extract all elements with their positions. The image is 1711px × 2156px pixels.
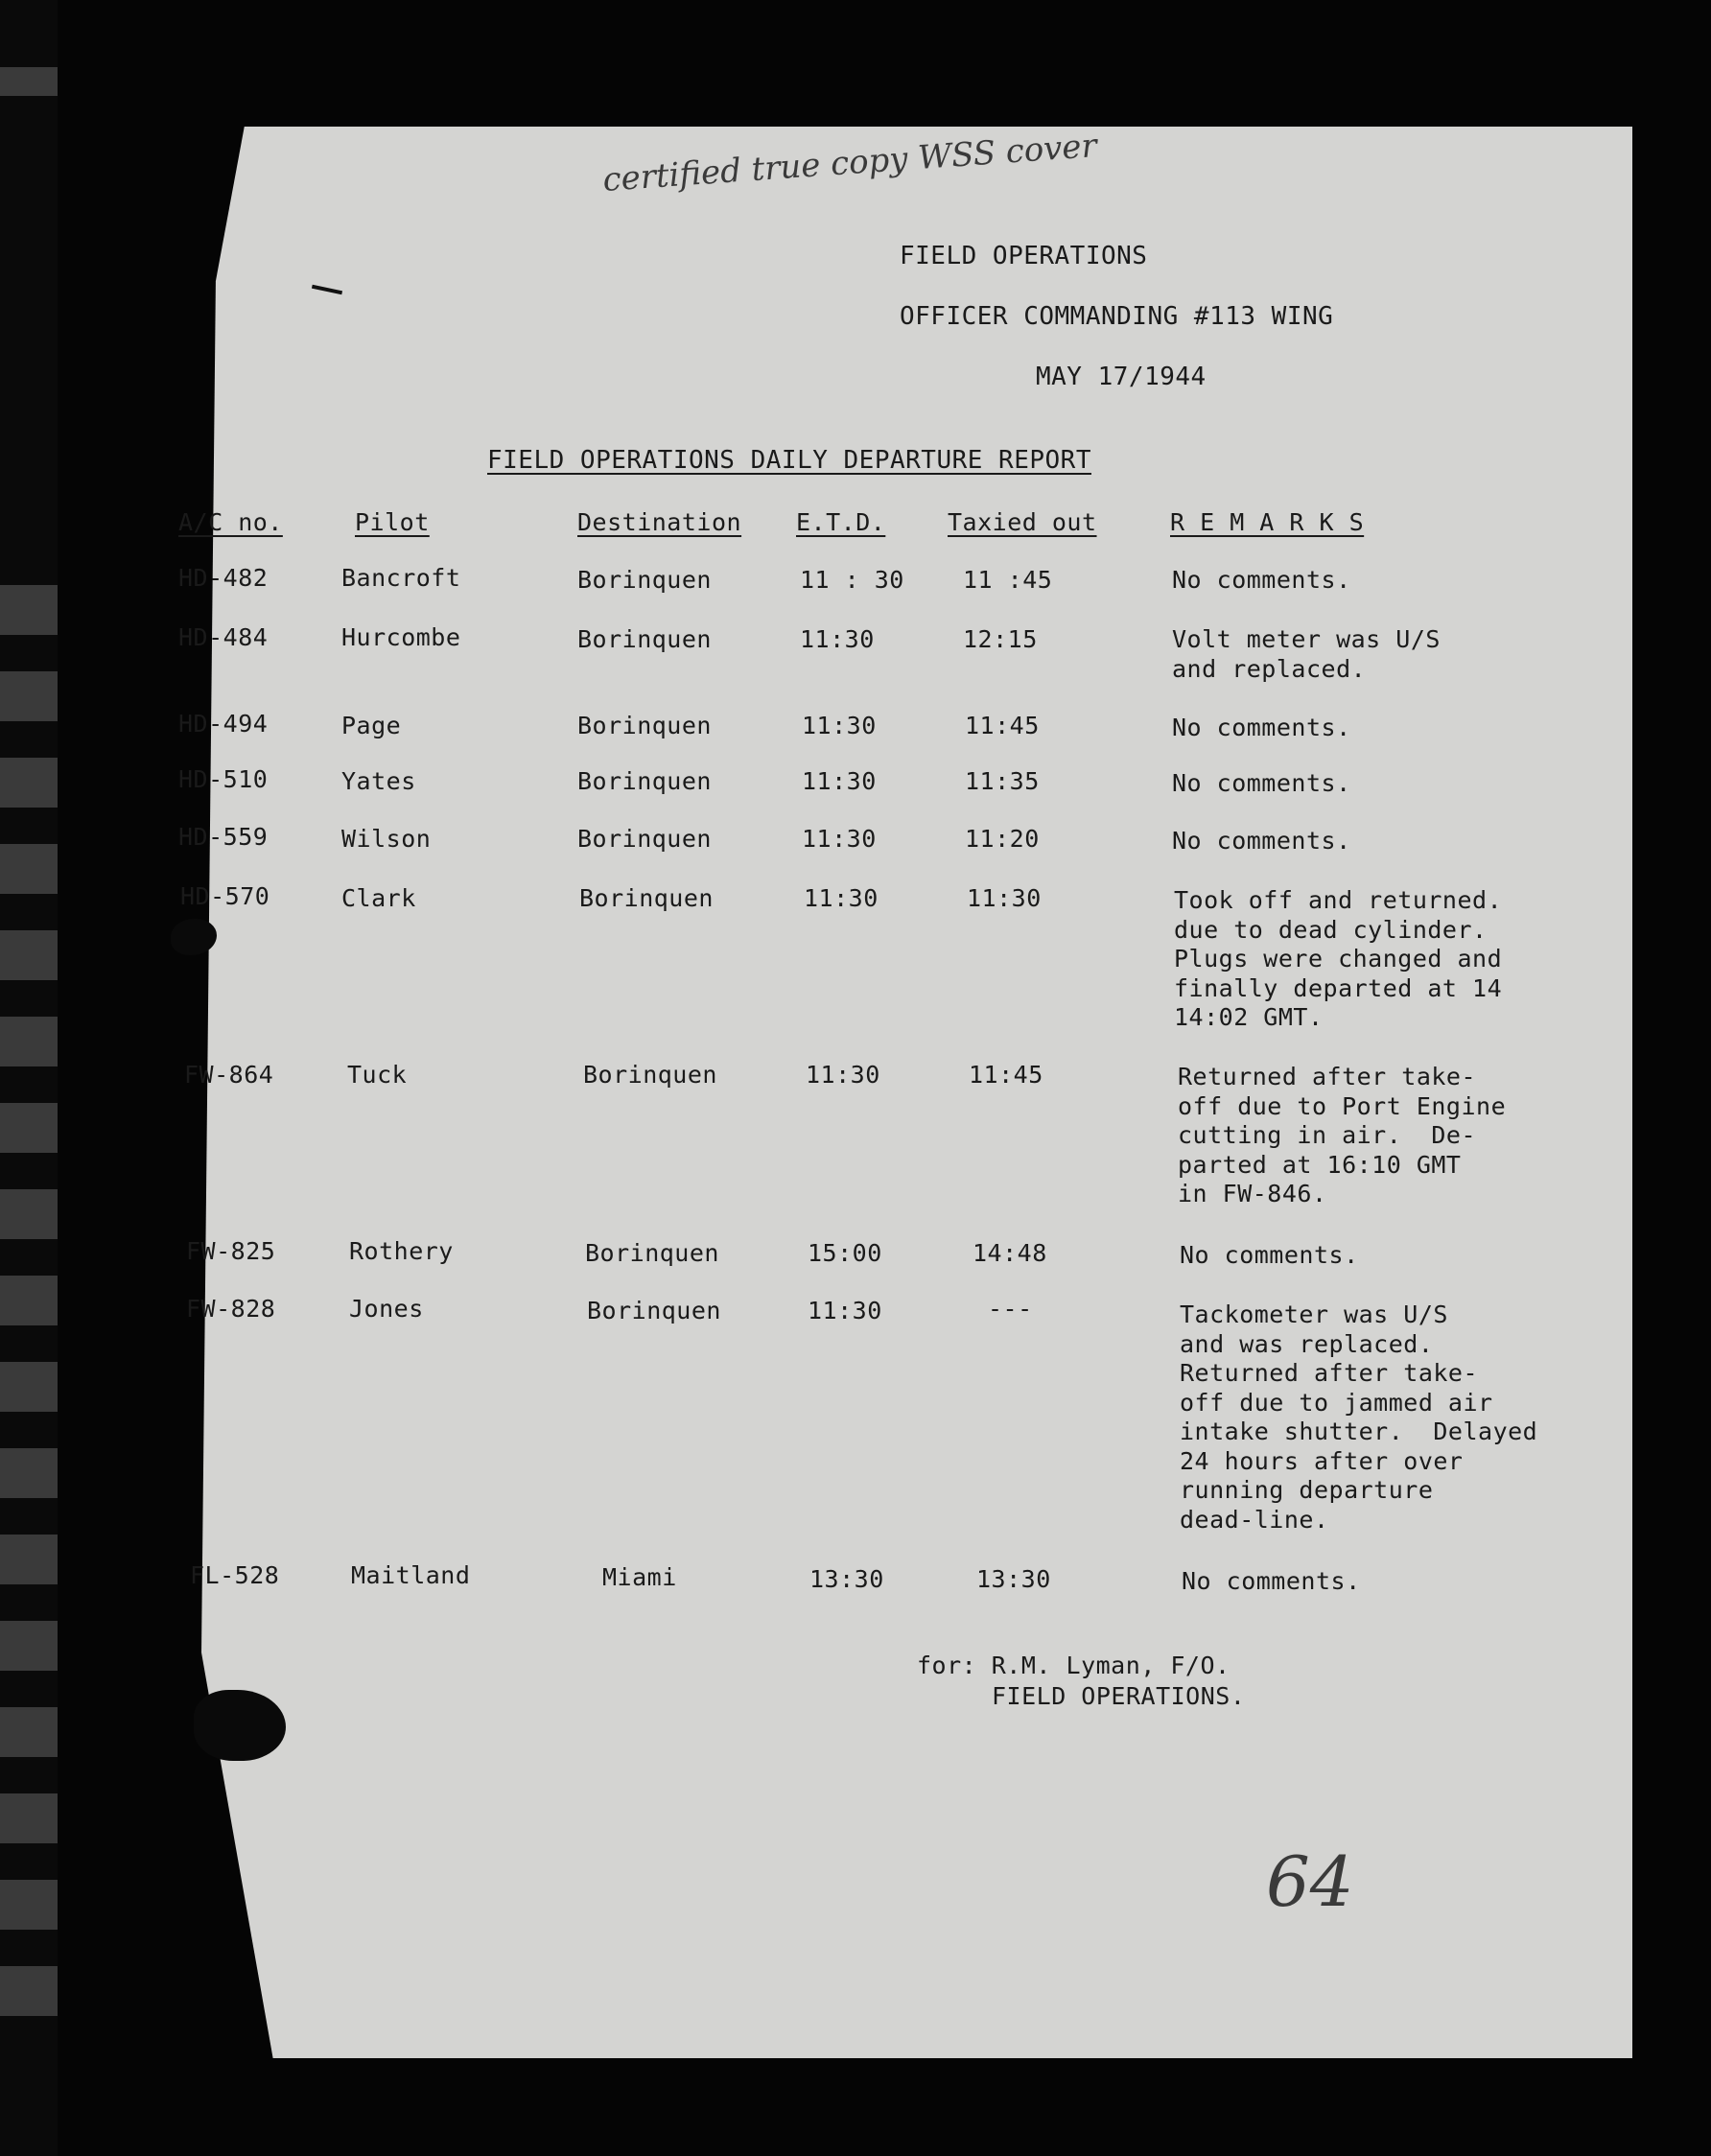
header-line2: OFFICER COMMANDING #113 WING bbox=[900, 302, 1334, 331]
row-destination: Miami bbox=[602, 1563, 677, 1591]
row-remarks: No comments. bbox=[1172, 827, 1351, 855]
row-pilot: Rothery bbox=[349, 1237, 454, 1265]
film-perforation bbox=[0, 1017, 58, 1066]
row-pilot: Yates bbox=[341, 767, 416, 795]
row-remarks: Took off and returned. due to dead cylinder. Plugs were changed and finally departed at 14 14:02 GMT. bbox=[1174, 886, 1503, 1031]
row-remarks: No comments. bbox=[1172, 769, 1351, 797]
row-taxied: 13:30 bbox=[976, 1565, 1051, 1593]
row-taxied: 14:48 bbox=[973, 1239, 1047, 1267]
row-destination: Borinquen bbox=[587, 1297, 721, 1324]
signature-line1: for: R.M. Lyman, F/O. bbox=[917, 1652, 1231, 1679]
row-ac: FW-828 bbox=[186, 1295, 276, 1323]
film-perforation bbox=[0, 671, 58, 721]
row-ac: HD-482 bbox=[178, 564, 269, 592]
row-pilot: Jones bbox=[349, 1295, 424, 1323]
row-taxied: 11:45 bbox=[969, 1061, 1043, 1089]
row-destination: Borinquen bbox=[579, 884, 714, 912]
row-ac: FW-864 bbox=[184, 1061, 274, 1089]
film-perforation bbox=[0, 1362, 58, 1412]
film-perforation bbox=[0, 758, 58, 808]
row-etd: 13:30 bbox=[809, 1565, 884, 1593]
film-perforation bbox=[0, 1189, 58, 1239]
row-taxied: 11:35 bbox=[965, 767, 1040, 795]
film-perforation bbox=[0, 1448, 58, 1498]
film-perforation bbox=[0, 1793, 58, 1843]
row-etd: 11:30 bbox=[800, 625, 875, 653]
film-perforation bbox=[0, 1276, 58, 1325]
row-ac: HD-570 bbox=[180, 882, 270, 910]
row-etd: 11:30 bbox=[808, 1297, 882, 1324]
row-pilot: Maitland bbox=[351, 1561, 471, 1589]
film-perforation bbox=[0, 1621, 58, 1671]
col-header-etd: E.T.D. bbox=[796, 508, 886, 536]
row-destination: Borinquen bbox=[585, 1239, 719, 1267]
row-remarks: No comments. bbox=[1172, 566, 1351, 594]
row-remarks: Volt meter was U/S and replaced. bbox=[1172, 625, 1441, 683]
film-perforation bbox=[0, 1535, 58, 1584]
film-strip bbox=[0, 0, 58, 2156]
header-line1: FIELD OPERATIONS bbox=[900, 242, 1148, 270]
row-etd: 11:30 bbox=[802, 767, 877, 795]
row-remarks: Returned after take- off due to Port Engine cutting in air. De- parted at 16:10 GMT in FW-846. bbox=[1178, 1063, 1507, 1207]
row-pilot: Wilson bbox=[341, 825, 432, 853]
row-taxied: 11:45 bbox=[965, 712, 1040, 739]
row-etd: 11:30 bbox=[802, 712, 877, 739]
row-pilot: Hurcombe bbox=[341, 623, 461, 651]
row-ac: HD-484 bbox=[178, 623, 269, 651]
row-etd: 11:30 bbox=[804, 884, 879, 912]
film-perforation bbox=[0, 930, 58, 980]
report-date: MAY 17/1944 bbox=[1036, 363, 1207, 391]
page-number: 64 bbox=[1266, 1841, 1354, 1922]
film-perforation bbox=[0, 1966, 58, 2016]
col-header-pilot: Pilot bbox=[355, 508, 430, 536]
row-etd: 11:30 bbox=[806, 1061, 880, 1089]
row-destination: Borinquen bbox=[583, 1061, 717, 1089]
row-taxied: --- bbox=[988, 1295, 1033, 1323]
row-pilot: Page bbox=[341, 712, 402, 739]
row-remarks: Tackometer was U/S and was replaced. Returned after take- off due to jammed air intake shutter. Delayed 24 hours after over running departure dead-line. bbox=[1180, 1301, 1538, 1534]
row-ac: HD-494 bbox=[178, 710, 269, 738]
row-destination: Borinquen bbox=[577, 767, 712, 795]
col-header-ac: A/C no. bbox=[178, 508, 283, 536]
row-ac: HD-559 bbox=[178, 823, 269, 851]
row-destination: Borinquen bbox=[577, 566, 712, 594]
signature-line2: FIELD OPERATIONS. bbox=[992, 1682, 1246, 1710]
ink-blot bbox=[194, 1690, 286, 1761]
col-header-remarks: R E M A R K S bbox=[1170, 508, 1365, 536]
col-header-destination: Destination bbox=[577, 508, 742, 536]
col-header-taxied: Taxied out bbox=[948, 508, 1097, 536]
row-ac: FW-825 bbox=[186, 1237, 276, 1265]
film-perforation bbox=[0, 1103, 58, 1153]
row-ac: HD-510 bbox=[178, 765, 269, 793]
row-destination: Borinquen bbox=[577, 712, 712, 739]
row-destination: Borinquen bbox=[577, 825, 712, 853]
row-taxied: 11 :45 bbox=[963, 566, 1053, 594]
report-title: FIELD OPERATIONS DAILY DEPARTURE REPORT bbox=[487, 446, 1091, 475]
row-remarks: No comments. bbox=[1182, 1567, 1361, 1595]
row-destination: Borinquen bbox=[577, 625, 712, 653]
row-taxied: 11:20 bbox=[965, 825, 1040, 853]
row-pilot: Clark bbox=[341, 884, 416, 912]
row-pilot: Tuck bbox=[347, 1061, 408, 1089]
row-remarks: No comments. bbox=[1180, 1241, 1359, 1269]
row-etd: 15:00 bbox=[808, 1239, 882, 1267]
film-perforation bbox=[0, 585, 58, 635]
row-pilot: Bancroft bbox=[341, 564, 461, 592]
film-perforation bbox=[0, 844, 58, 894]
row-taxied: 12:15 bbox=[963, 625, 1038, 653]
row-ac: FL-528 bbox=[190, 1561, 280, 1589]
row-etd: 11:30 bbox=[802, 825, 877, 853]
film-perforation bbox=[0, 67, 58, 96]
row-remarks: No comments. bbox=[1172, 714, 1351, 741]
row-taxied: 11:30 bbox=[967, 884, 1042, 912]
film-perforation bbox=[0, 1880, 58, 1930]
handwritten-note: certified true copy WSS cover bbox=[601, 127, 1098, 199]
film-perforation bbox=[0, 1707, 58, 1757]
row-etd: 11 : 30 bbox=[800, 566, 904, 594]
